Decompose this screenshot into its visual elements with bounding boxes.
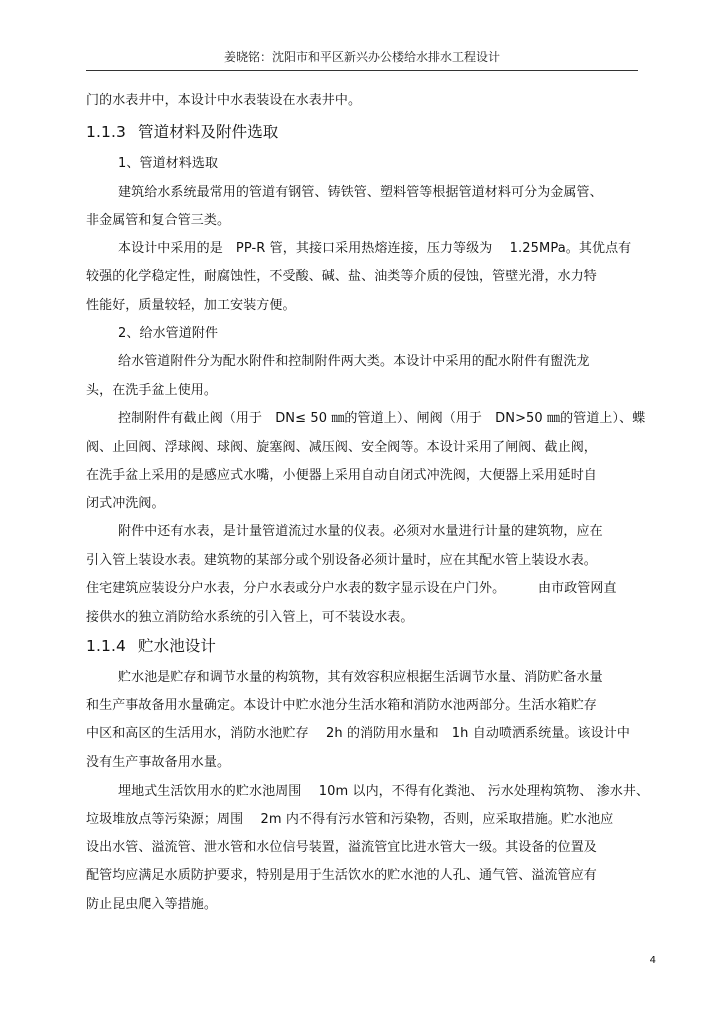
- section-number: 1.1.3: [86, 123, 126, 141]
- page-number: 4: [649, 955, 656, 966]
- body-line: 在洗手盆上采用的是感应式水嘴，小便器上采用自动自闭式冲洗阀，大便器上采用延时自: [86, 468, 597, 483]
- body-line: 没有生产事故备用水量。: [86, 755, 231, 770]
- body-line: 闭式冲洗阀。: [86, 496, 165, 511]
- body-line: 控制附件有截止阀（用于 DN≤ 50 ㎜的管道上）、闸阀（用于 DN>50 ㎜的管道上）、蝶: [118, 411, 646, 426]
- body-line: 配管均应满足水质防护要求，特别是用于生活饮水的贮水池的人孔、通气管、溢流管应有: [86, 868, 597, 883]
- section-title: 管道材料及附件选取: [138, 123, 279, 141]
- body-line: 较强的化学稳定性，耐腐蚀性，不受酸、碱、盐、油类等介质的侵蚀，管壁光滑，水力特: [86, 269, 597, 284]
- body-line: 阀、止回阀、浮球阀、球阀、旋塞阀、减压阀、安全阀等。本设计采用了闸阀、截止阀，: [86, 440, 597, 455]
- subsection-heading: 1、管道材料选取: [118, 156, 219, 171]
- body-line: 引入管上装设水表。建筑物的某部分或个别设备必须计量时，应在其配水管上装设水表。: [86, 553, 597, 568]
- section-title: 贮水池设计: [138, 637, 217, 655]
- body-line: 建筑给水系统最常用的管道有钢管、铸铁管、塑料管等根据管道材料可分为金属管、: [118, 185, 603, 200]
- body-line: 和生产事故备用水量确定。本设计中贮水池分生活水箱和消防水池两部分。生活水箱贮存: [86, 698, 597, 713]
- section-heading-1-1-3: [86, 120, 654, 142]
- body-line: 住宅建筑应装设分户水表，分户水表或分户水表的数字显示设在户门外。 由市政管网直: [86, 581, 617, 596]
- body-line: 设出水管、溢流管、泄水管和水位信号装置，溢流管宜比进水管大一级。其设备的位置及: [86, 840, 597, 855]
- body-line: 防止昆虫爬入等措施。: [86, 897, 218, 912]
- body-line: 埋地式生活饮用水的贮水池周围 10m 以内，不得有化粪池、 污水处理构筑物、 渗水井、: [118, 784, 650, 799]
- body-line: 中区和高区的生活用水，消防水池贮存 2h 的消防用水量和 1h 自动喷洒系统量。该设计中: [86, 726, 630, 741]
- subsection-heading: 2、给水管道附件: [118, 326, 219, 341]
- body-line: 贮水池是贮存和调节水量的构筑物，其有效容积应根据生活调节水量、消防贮备水量: [118, 670, 603, 685]
- body-line: 性能好，质量较轻，加工安装方便。: [86, 298, 296, 313]
- body-line: 本设计中采用的是 PP-R 管，其接口采用热熔连接，压力等级为 1.25MPa。其优点有: [118, 241, 632, 256]
- body-line: 给水管道附件分为配水附件和控制附件两大类。本设计中采用的配水附件有盥洗龙: [118, 354, 590, 369]
- body-line: 头，在洗手盆上使用。: [86, 383, 218, 398]
- section-heading-1-1-4: [86, 634, 654, 656]
- section-number: 1.1.4: [86, 637, 126, 655]
- header-rule: [86, 70, 638, 71]
- body-line: 非金属管和复合管三类。: [86, 213, 231, 228]
- body-line: 门的水表井中，本设计中水表装设在水表井中。: [86, 93, 362, 108]
- body-line: 接供水的独立消防给水系统的引入管上，可不装设水表。: [86, 610, 414, 625]
- running-header: 姜晓铭：沈阳市和平区新兴办公楼给水排水工程设计: [223, 50, 500, 64]
- body-line: 垃圾堆放点等污染源；周围 2m 内不得有污水管和污染物，否则，应采取措施。贮水池应: [86, 812, 614, 827]
- body-line: 附件中还有水表，是计量管道流过水量的仪表。必须对水量进行计量的建筑物，应在: [118, 524, 603, 539]
